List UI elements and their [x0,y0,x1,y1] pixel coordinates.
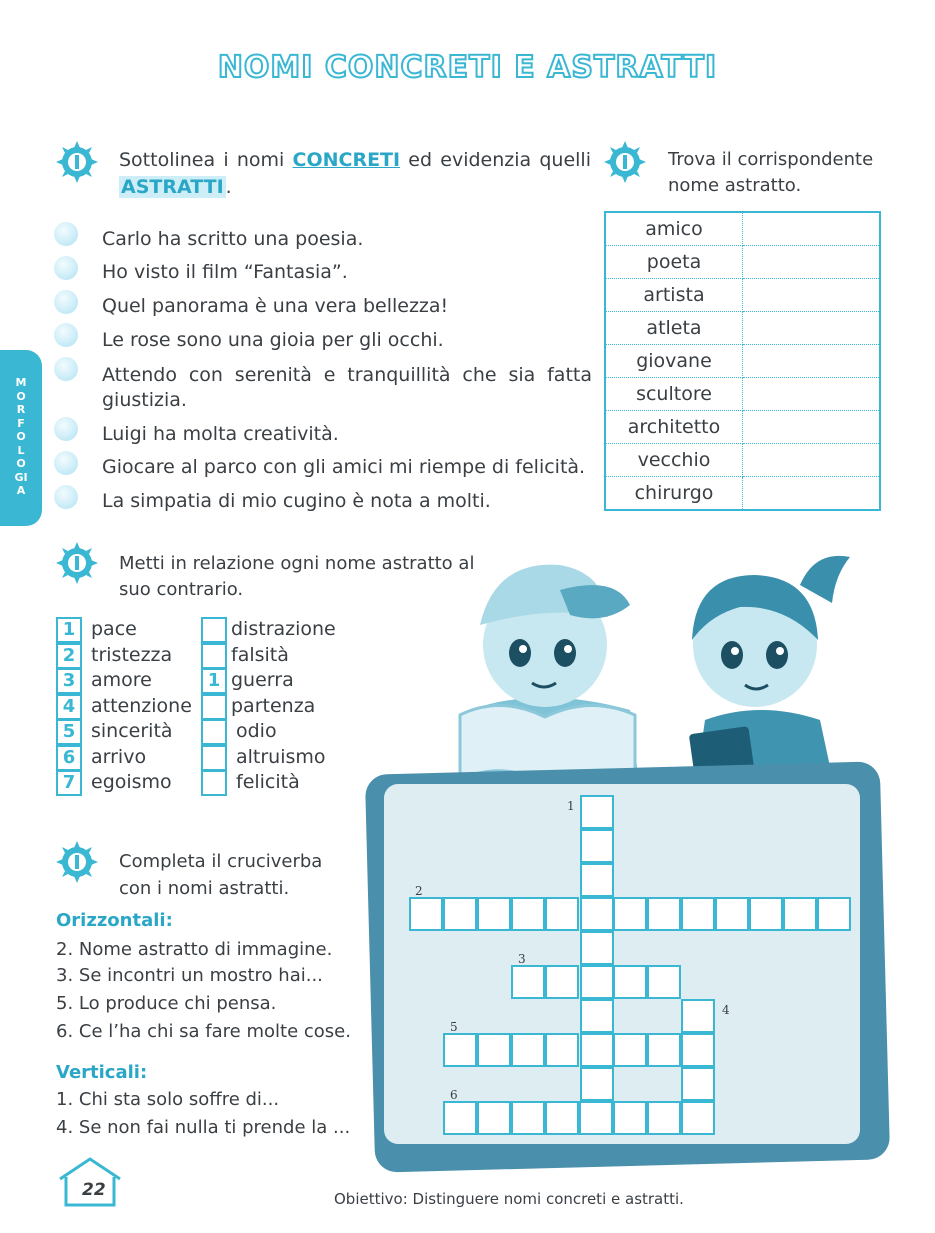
match-word-right: felicità [236,771,300,793]
table-word: artista [605,279,743,312]
crossword-cell[interactable] [545,897,579,931]
crossword-cell[interactable] [409,897,443,931]
keyword-concreti: CONCRETI [292,149,401,171]
crossword-cell[interactable] [749,897,783,931]
match-answer-box[interactable] [201,694,227,720]
crossword-cell[interactable] [647,1101,681,1135]
vertical-heading: Verticali: [56,1062,148,1083]
match-word-right: odio [236,720,277,742]
answer-cell[interactable] [743,411,881,444]
crossword-cell[interactable] [545,1101,579,1135]
match-answer-box[interactable]: 1 [201,668,227,694]
answer-cell[interactable] [743,212,881,246]
match-answer-box[interactable] [201,745,227,771]
sun-badge-icon [55,541,99,585]
horizontal-heading: Orizzontali: [56,910,173,931]
table-word: scultore [605,378,743,411]
ex1-instr-text: Sottolinea i nomi [119,149,293,171]
answer-cell[interactable] [743,246,881,279]
sentence-bullet [54,451,78,475]
crossword-number: 6 [450,1088,458,1102]
sentence[interactable]: Ho visto il film “Fantasia”. [102,261,348,283]
match-answer-box[interactable] [201,719,227,745]
crossword-cell[interactable] [681,1101,715,1135]
match-number-box: 1 [56,617,82,643]
sentence[interactable]: Carlo ha scritto una poesia. [102,228,364,250]
crossword-cell[interactable] [477,897,511,931]
table-row [605,477,880,511]
sentence[interactable]: Quel panorama è una vera bellezza! [102,295,449,317]
crossword-cell[interactable] [580,897,614,931]
sentence[interactable]: Luigi ha molta creatività. [102,423,339,445]
crossword-cell[interactable] [681,1033,715,1067]
table-word: amico [605,212,743,246]
match-word-right: guerra [231,669,294,691]
sentence[interactable]: Giocare al parco con gli amici mi riempe di felicità. [102,456,586,478]
sentence[interactable]: La simpatia di mio cugino è nota a molti. [102,490,491,512]
crossword-cell[interactable] [647,965,681,999]
crossword-number: 2 [415,884,423,898]
ex3-instruction: Metti in relazione ogni nome astratto al suo contrario. [119,553,475,600]
side-tab [0,350,42,526]
sun-badge-icon [55,840,99,884]
match-answer-box[interactable] [201,770,227,796]
sentence-bullet [54,485,78,509]
crossword-cell[interactable] [545,1033,579,1067]
match-word-left: amore [91,669,152,691]
crossword-cell[interactable] [613,897,647,931]
crossword-number: 3 [518,952,526,966]
crossword-cell[interactable] [511,965,545,999]
match-number-box: 4 [56,694,82,720]
sentence-bullet [54,290,78,314]
match-number-box: 6 [56,745,82,771]
crossword-cell[interactable] [579,1101,613,1135]
ex2-instruction: Trova il corrispondente nome astratto. [668,149,874,196]
answer-cell[interactable] [743,444,881,477]
sentence-bullet [54,357,78,381]
crossword-cell[interactable] [580,795,614,829]
ex1-instruction [119,147,591,201]
crossword-number: 1 [567,799,575,813]
crossword-cell[interactable] [545,965,579,999]
crossword-cell[interactable] [681,897,715,931]
objective-footer: Obiettivo: Distinguere nomi concreti e astratti. [334,1190,684,1208]
side-tab-label: MORFOLOGIA [14,376,28,497]
table-word: vecchio [605,444,743,477]
crossword-cell[interactable] [477,1033,511,1067]
match-word-right: distrazione [231,618,336,640]
match-answer-box[interactable] [201,617,227,643]
crossword-cell[interactable] [580,965,614,999]
table-row [605,378,880,411]
clue-item: 6. Ce l’ha chi sa fare molte cose. [56,1021,351,1042]
table-row [605,246,880,279]
crossword-number: 4 [722,1003,730,1017]
crossword-cell[interactable] [443,897,477,931]
sentence[interactable]: Attendo con serenità e tranquillità che sia fatta giustizia. [102,364,592,411]
clue-item: 3. Se incontri un mostro hai... [56,965,323,986]
crossword-cell[interactable] [647,897,681,931]
ex1-instr-text: . [225,176,232,198]
crossword-cell[interactable] [511,1101,545,1135]
sentence[interactable]: Le rose sono una gioia per gli occhi. [102,329,444,351]
match-word-left: egoismo [91,771,172,793]
crossword-cell[interactable] [613,1033,647,1067]
crossword-cell[interactable] [647,1033,681,1067]
table-row [605,312,880,345]
answer-cell[interactable] [743,378,881,411]
match-word-left: arrivo [91,746,147,768]
boy-cap-visor [560,585,630,618]
abstract-noun-table [604,211,881,511]
answer-cell[interactable] [743,345,881,378]
match-word-right: falsità [231,644,289,666]
answer-cell[interactable] [743,312,881,345]
crossword-cell[interactable] [580,931,614,965]
sun-badge-icon [603,140,647,184]
clue-item: 2. Nome astratto di immagine. [56,939,333,960]
crossword-cell[interactable] [613,965,647,999]
answer-cell[interactable] [743,477,881,511]
crossword-cell[interactable] [511,1033,545,1067]
clue-item: 4. Se non fai nulla ti prende la ... [56,1117,351,1138]
match-number-box: 2 [56,643,82,669]
table-word: architetto [605,411,743,444]
crossword-cell[interactable] [783,897,817,931]
crossword-cell[interactable] [817,897,851,931]
table-row [605,345,880,378]
match-answer-box[interactable] [201,643,227,669]
table-row [605,444,880,477]
clue-item: 5. Lo produce chi pensa. [56,993,277,1014]
page-title: NOMI CONCRETI E ASTRATTI [217,50,718,85]
crossword-cell[interactable] [580,1033,614,1067]
match-word-left: sincerità [91,720,173,742]
clue-item: 1. Chi sta solo soffre di... [56,1089,280,1110]
crossword-cell[interactable] [580,1067,614,1101]
answer-cell[interactable] [743,279,881,312]
crossword-cell[interactable] [580,863,614,897]
crossword-cell[interactable] [511,897,545,931]
crossword-cell[interactable] [681,1067,715,1101]
table-word: giovane [605,345,743,378]
children-reading-illustration [440,545,860,790]
table-row [605,212,880,246]
crossword-cell[interactable] [443,1033,477,1067]
girl-ponytail [800,556,850,603]
sun-badge-icon [55,140,99,184]
crossword-number: 5 [450,1020,458,1034]
crossword-cell[interactable] [443,1101,477,1135]
match-word-right: partenza [231,695,316,717]
crossword-cell[interactable] [477,1101,511,1135]
sentence-bullet [54,417,78,441]
crossword-cell[interactable] [580,999,614,1033]
crossword-cell[interactable] [715,897,749,931]
keyword-astratti: ASTRATTI [121,176,224,198]
table-word: chirurgo [605,477,743,511]
match-number-box: 3 [56,668,82,694]
ex1-instr-text: ed evidenzia quelli [400,149,591,171]
crossword-cell[interactable] [613,1101,647,1135]
match-word-left: attenzione [91,695,192,717]
page-number: 22 [82,1180,106,1200]
table-row [605,279,880,312]
table-word: atleta [605,312,743,345]
table-word: poeta [605,246,743,279]
crossword-cell[interactable] [681,999,715,1033]
match-number-box: 5 [56,719,82,745]
crossword-cell[interactable] [580,829,614,863]
ex4-instruction: Completa il cruciverba con i nomi astratti. [119,851,323,899]
table-row [605,411,880,444]
match-word-left: tristezza [91,644,173,666]
sentence-bullet [54,323,78,347]
match-word-right: altruismo [236,746,326,768]
sentence-bullet [54,256,78,280]
match-number-box: 7 [56,770,82,796]
sentence-bullet [54,222,78,246]
match-word-left: pace [91,618,137,640]
